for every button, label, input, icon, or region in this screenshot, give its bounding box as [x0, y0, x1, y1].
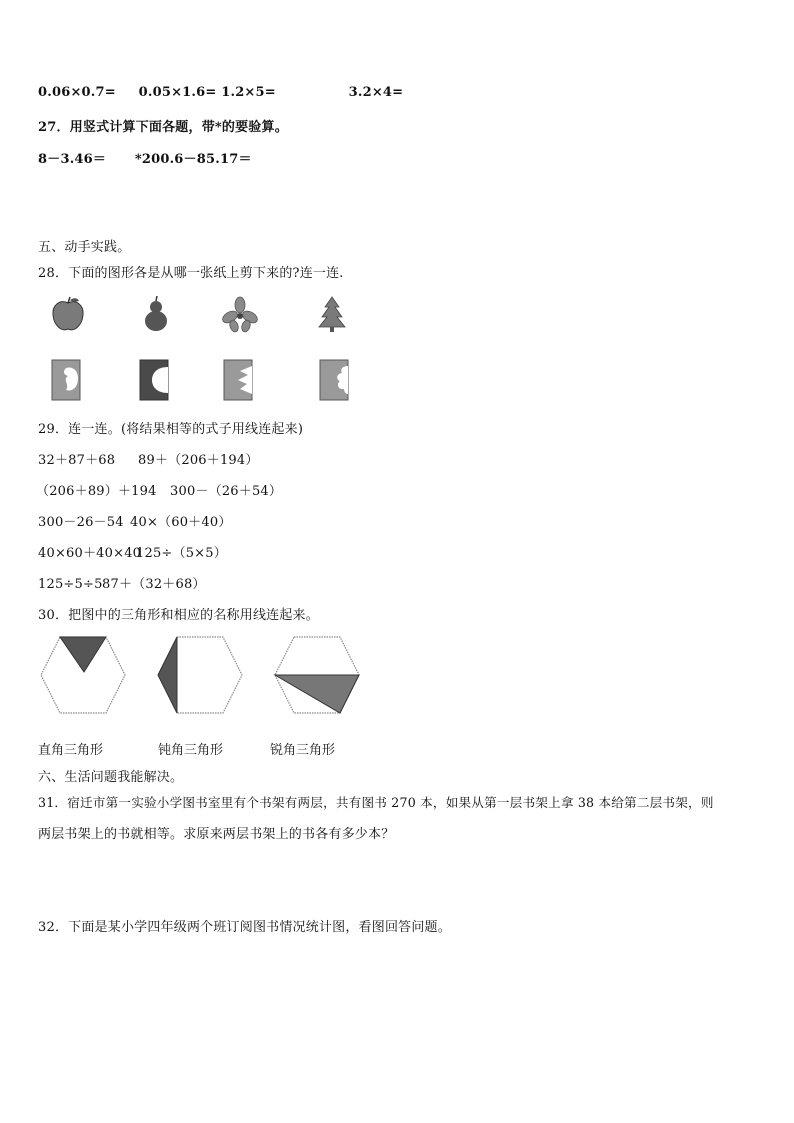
q27-items: [38, 148, 270, 167]
expr-left: 32＋87＋68: [38, 453, 116, 468]
q29-title: 29．连一连。(将结果相等的式子用线连起来): [38, 422, 304, 437]
tree-icon: [312, 295, 352, 335]
gourd-icon: [136, 295, 176, 335]
expr-right: 87＋（32＋68）: [102, 577, 206, 592]
calc-item: 1.2×5=: [221, 85, 276, 100]
expr-right: 40×（60＋40）: [130, 515, 232, 530]
q29-row: [38, 449, 259, 468]
calc-item: 8－3.46＝: [38, 152, 107, 167]
paper-cut-1-icon: [50, 358, 84, 402]
q30-title: 30．把图中的三角形和相应的名称用线连起来。: [38, 608, 319, 623]
apple-icon: [48, 295, 88, 335]
flower-icon: [220, 295, 260, 335]
hexagon-right-triangle: [38, 634, 128, 716]
section-title: 五、动手实践。: [38, 240, 131, 255]
hexagon-acute-triangle: [272, 634, 362, 716]
triangle-label: 直角三角形: [38, 743, 104, 758]
q27-title: 27．用竖式计算下面各题，带*的要验算。: [38, 120, 288, 135]
q29-row: [38, 542, 227, 561]
q31-line1: 31．宿迁市第一实验小学图书室里有个书架有两层，共有图书 270 本，如果从第一层书架上拿 38 本给第二层书架，则: [38, 795, 714, 810]
q29-row: [36, 480, 282, 499]
expr-right: 300－（26＋54）: [170, 484, 283, 499]
expr-left: 125÷5÷5: [38, 577, 103, 592]
expr-left: 40×60＋40×40: [38, 546, 142, 561]
expr-left: 300－26－54: [38, 515, 124, 530]
q31-line2: 两层书架上的书就相等。求原来两层书架上的书各有多少本？: [38, 827, 395, 842]
expr-left: （206＋89）＋194: [36, 484, 157, 499]
top-calc-row: [38, 85, 421, 100]
expr-right: 89＋（206＋194）: [138, 453, 259, 468]
paper-cut-2-icon: [138, 358, 172, 402]
expr-right: 125÷（5×5）: [136, 546, 227, 561]
calc-item: 3.2×4=: [348, 85, 404, 100]
section-title: 六、生活问题我能解决。: [38, 770, 184, 785]
triangle-label: 锐角三角形: [270, 743, 336, 758]
hexagon-obtuse-triangle: [155, 634, 245, 716]
paper-cut-4-icon: [318, 358, 352, 402]
q28-title: 28．下面的图形各是从哪一张纸上剪下来的?连一连.: [38, 266, 344, 281]
q29-row: [38, 511, 232, 530]
q29-row: [38, 573, 206, 592]
paper-cut-3-icon: [222, 358, 256, 402]
calc-item: 0.06×0.7=: [38, 85, 116, 100]
calc-item: *200.6－85.17＝: [134, 152, 252, 167]
triangle-label: 钝角三角形: [158, 743, 224, 758]
calc-item: 0.05×1.6=: [138, 85, 217, 100]
q32-title: 32．下面是某小学四年级两个班订阅图书情况统计图，看图回答问题。: [38, 920, 451, 935]
